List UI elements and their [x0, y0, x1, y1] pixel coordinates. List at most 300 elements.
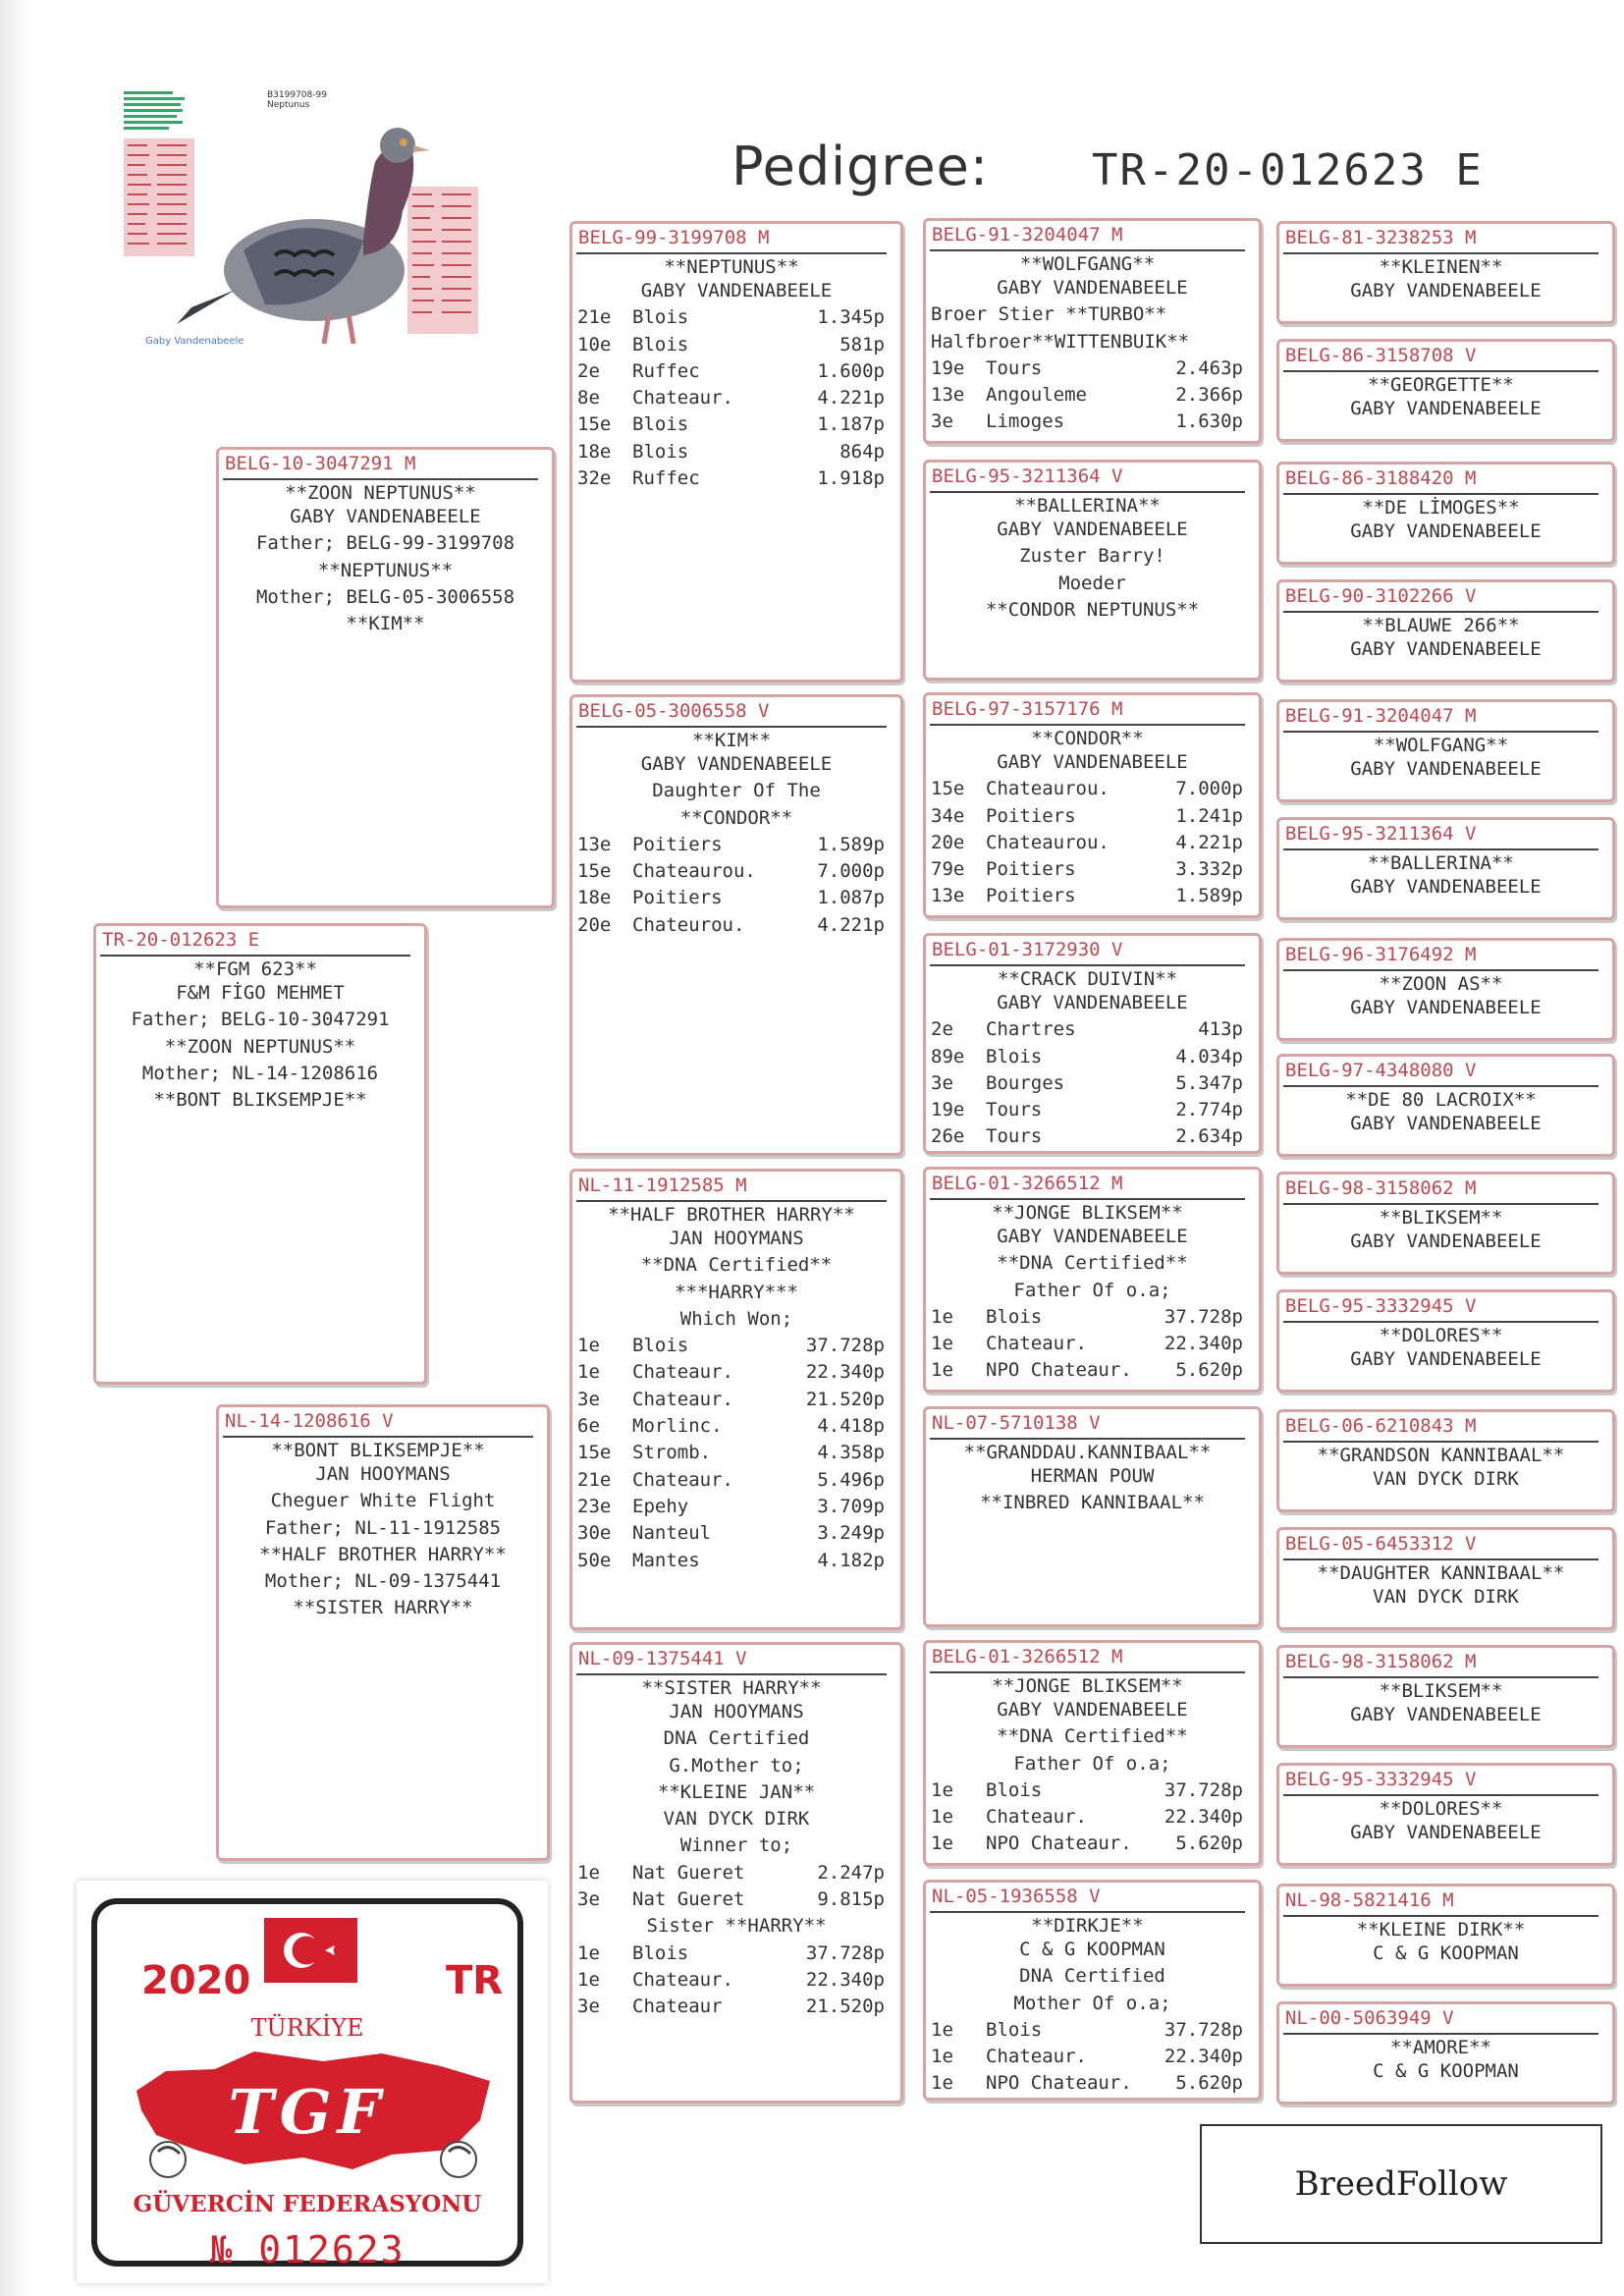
pedigree-box-gs1 [569, 221, 903, 683]
result-points: 21.520p [805, 1995, 885, 2018]
result-rank: 19e [931, 356, 965, 379]
tgf-number: № 012623 [209, 2228, 406, 2271]
result-rank: 1e [577, 1968, 600, 1991]
result-row [926, 355, 1259, 382]
result-rank: 26e [931, 1125, 965, 1148]
info-line: GABY VANDENABEELE [1350, 1822, 1542, 1843]
result-points: 1.087p [817, 887, 885, 909]
result-rank: 1e [577, 1861, 600, 1884]
result-place: Blois [632, 440, 689, 463]
result-points: 1.241p [1175, 804, 1243, 827]
result-row [572, 832, 900, 858]
pigeon-name: **DIRKJE** [930, 1911, 1245, 1937]
breedfollow-logo: BreedFollow [1200, 2124, 1602, 2244]
info-line: GABY VANDENABEELE [640, 280, 833, 301]
pigeon-name: **ZOON AS** [1283, 969, 1598, 995]
pedigree-box-g4k [1276, 1409, 1615, 1512]
result-rank: 10e [577, 333, 612, 355]
result-points: 5.347p [1175, 1071, 1243, 1094]
ring-number: NL-05-1936558 V [932, 1886, 1101, 1907]
tgf-country: TÜRKİYE [250, 2014, 364, 2042]
result-rank: 23e [577, 1495, 612, 1517]
turkish-flag-icon [264, 1918, 357, 1983]
pigeon-name: **KLEINE DIRK** [1283, 1915, 1598, 1941]
result-row [572, 385, 900, 411]
info-line: Father Of o.a; [1013, 1279, 1171, 1301]
result-points: 5.620p [1175, 1359, 1243, 1382]
photo-pigeon-name: Neptunus [267, 100, 310, 110]
result-rank: 1e [577, 1941, 600, 1964]
result-place: Angouleme [986, 384, 1087, 407]
pedigree-box-subject [93, 923, 427, 1385]
info-line: Mother; NL-14-1208616 [141, 1062, 379, 1084]
result-place: Blois [986, 1778, 1043, 1801]
result-place: Tours [986, 1099, 1043, 1121]
result-rank: 79e [931, 858, 965, 881]
pigeon-name: **BALLERINA** [930, 491, 1245, 517]
result-row [926, 1097, 1259, 1123]
pedigree-box-g4g [1276, 938, 1615, 1041]
info-line: C & G KOOPMAN [1373, 2060, 1519, 2082]
pedigree-box-g4m [1276, 1645, 1615, 1748]
pigeon-name: **DOLORES** [1283, 1321, 1598, 1346]
info-line: Zuster Barry! [1019, 545, 1165, 568]
result-place: Epehy [632, 1495, 689, 1517]
info-line: VAN DYCK DIRK [1373, 1586, 1519, 1608]
ring-number: BELG-95-3332945 V [1285, 1295, 1477, 1317]
result-place: Blois [632, 1335, 689, 1357]
result-row [572, 1413, 900, 1440]
result-place: Ruffec [632, 467, 700, 490]
result-place: Chateaur. [632, 1388, 733, 1410]
result-points: 1.187p [817, 413, 885, 436]
result-points: 5.496p [817, 1468, 885, 1491]
result-place: Chateaur. [986, 2046, 1087, 2068]
ring-number: NL-11-1912585 M [578, 1175, 747, 1196]
result-points: 2.634p [1175, 1125, 1243, 1148]
result-points: 1.918p [817, 467, 885, 490]
result-place: NPO Chateaur. [986, 2072, 1132, 2095]
result-place: Poitiers [986, 885, 1076, 907]
result-row [572, 858, 900, 885]
result-rank: 3e [931, 1071, 953, 1094]
result-points: 3.332p [1175, 858, 1243, 881]
pigeon-name: **GRANDDAU.KANNIBAAL** [930, 1438, 1245, 1463]
result-place: Nat Gueret [632, 1861, 745, 1884]
ring-number: BELG-97-4348080 V [1285, 1060, 1477, 1081]
result-place: Chartres [986, 1018, 1076, 1041]
info-line: **DNA Certified** [997, 1252, 1188, 1275]
result-points: 9.815p [817, 1888, 885, 1911]
info-line: GABY VANDENABEELE [1350, 520, 1542, 542]
result-row [572, 304, 900, 331]
info-line: G.Mother to; [669, 1754, 804, 1777]
result-points: 22.340p [1164, 2046, 1243, 2068]
result-points: 4.034p [1175, 1045, 1243, 1067]
result-place: Bourges [986, 1071, 1065, 1094]
ring-number: BELG-90-3102266 V [1285, 585, 1477, 607]
result-points: 21.520p [805, 1388, 885, 1410]
pedigree-box-g4l [1276, 1527, 1615, 1630]
result-place: Mantes [632, 1549, 700, 1571]
result-row [926, 1831, 1259, 1857]
result-row [572, 439, 900, 465]
ring-number: BELG-86-3158708 V [1285, 345, 1477, 366]
result-points: 1.600p [817, 359, 885, 382]
result-place: Ruffec [632, 359, 700, 382]
result-rank: 1e [931, 2072, 953, 2095]
result-points: 4.221p [817, 387, 885, 410]
result-row [572, 358, 900, 385]
result-rank: 18e [577, 440, 612, 463]
info-line: GABY VANDENABEELE [290, 506, 481, 527]
info-line: GABY VANDENABEELE [1350, 638, 1542, 660]
result-points: 22.340p [1164, 1333, 1243, 1355]
result-points: 37.728p [1164, 2018, 1243, 2041]
result-row [926, 1123, 1259, 1150]
info-line: GABY VANDENABEELE [1350, 1348, 1542, 1370]
pedigree-box-g3a [923, 218, 1262, 444]
pigeon-name: **KLEINEN** [1283, 252, 1598, 278]
result-rank: 89e [931, 1045, 965, 1067]
tgf-card-frame [91, 1898, 523, 2271]
result-place: Chateaur. [986, 1333, 1087, 1355]
ring-number: BELG-06-6210843 M [1285, 1415, 1477, 1437]
info-line: GABY VANDENABEELE [997, 1226, 1188, 1247]
result-rank: 2e [931, 1018, 953, 1041]
pigeon-name: **CRACK DUIVIN** [930, 964, 1245, 990]
ring-number: NL-09-1375441 V [578, 1648, 747, 1669]
ring-number: NL-14-1208616 V [225, 1410, 394, 1432]
result-place: Chateaur. [632, 1468, 733, 1491]
tgf-name: TGF [228, 2076, 387, 2148]
info-line: JAN HOOYMANS [669, 1228, 804, 1249]
info-line: **HALF BROTHER HARRY** [259, 1543, 507, 1565]
result-rank: 1e [931, 2018, 953, 2041]
result-rank: 1e [931, 2046, 953, 2068]
info-line: GABY VANDENABEELE [1350, 1230, 1542, 1252]
result-row [926, 1304, 1259, 1331]
result-place: Morlinc. [632, 1415, 723, 1438]
result-rank: 1e [931, 1359, 953, 1382]
result-rank: 50e [577, 1549, 612, 1571]
result-row [572, 912, 900, 939]
result-place: Blois [986, 1305, 1043, 1328]
ring-number: BELG-91-3204047 M [1285, 705, 1477, 727]
pigeon-name: **DOLORES** [1283, 1794, 1598, 1820]
result-points: 4.182p [817, 1549, 885, 1571]
result-row [926, 1777, 1259, 1804]
result-rank: 32e [577, 467, 612, 490]
result-place: Chateaur. [632, 1361, 733, 1384]
info-line: VAN DYCK DIRK [663, 1808, 810, 1831]
pedigree-box-g3h [923, 1880, 1262, 2101]
photo-ring-number: B3199708-99 [267, 90, 327, 100]
pigeon-name: **JONGE BLIKSEM** [930, 1671, 1245, 1697]
info-line: Mother; BELG-05-3006558 [255, 585, 515, 608]
ring-number: NL-07-5710138 V [932, 1412, 1101, 1434]
result-place: NPO Chateaur. [986, 1832, 1132, 1855]
ring-number: BELG-86-3188420 M [1285, 467, 1477, 489]
result-place: Nat Gueret [632, 1888, 745, 1911]
pedigree-box-sire [216, 447, 555, 908]
result-rank: 13e [577, 833, 612, 855]
result-place: Blois [986, 2018, 1043, 2041]
pedigree-box-g4c [1276, 462, 1615, 565]
info-line: **CONDOR NEPTUNUS** [985, 598, 1200, 621]
result-rank: 2e [577, 359, 600, 382]
result-points: 581p [839, 333, 885, 355]
info-line: **DNA Certified** [997, 1725, 1188, 1748]
result-place: Chateaurou. [986, 778, 1110, 800]
result-rank: 15e [931, 778, 965, 800]
ring-number: BELG-05-6453312 V [1285, 1533, 1477, 1555]
pedigree-box-g3e [923, 1167, 1262, 1393]
result-points: 864p [839, 440, 885, 463]
result-rank: 1e [931, 1305, 953, 1328]
info-line: Mother; NL-09-1375441 [264, 1570, 502, 1593]
info-line: Sister **HARRY** [646, 1915, 827, 1938]
result-points: 4.221p [1175, 831, 1243, 853]
pigeon-name: **AMORE** [1283, 2033, 1598, 2058]
info-line: **KLEINE JAN** [657, 1780, 816, 1803]
result-row [572, 1387, 900, 1413]
pedigree-box-g3d [923, 933, 1262, 1154]
result-points: 5.620p [1175, 1832, 1243, 1855]
pedigree-box-g4o [1276, 1884, 1615, 1987]
ring-number: NL-00-5063949 V [1285, 2007, 1454, 2029]
info-line: **BONT BLIKSEMPJE** [153, 1089, 367, 1112]
result-row [572, 1941, 900, 1967]
result-rank: 21e [577, 1468, 612, 1491]
result-rank: 15e [577, 1442, 612, 1464]
info-line: JAN HOOYMANS [315, 1463, 451, 1485]
result-row [926, 2044, 1259, 2070]
result-place: Blois [632, 333, 689, 355]
pedigree-box-gd1 [569, 694, 903, 1156]
result-rank: 6e [577, 1415, 600, 1438]
result-points: 1.345p [817, 306, 885, 329]
photo-ring [267, 90, 327, 110]
info-line: Which Won; [679, 1307, 793, 1330]
ring-number: BELG-95-3211364 V [932, 465, 1123, 487]
pedigree-box-g3b [923, 460, 1262, 681]
result-rank: 1e [931, 1778, 953, 1801]
result-place: Tours [986, 356, 1043, 379]
pedigree-box-g3c [923, 692, 1262, 918]
result-row [572, 1967, 900, 1994]
result-place: Stromb. [632, 1442, 712, 1464]
pigeon-name: **FGM 623** [100, 955, 410, 980]
result-points: 37.728p [805, 1941, 885, 1964]
result-place: Blois [632, 306, 689, 329]
result-row [926, 2017, 1259, 2044]
result-row [572, 465, 900, 492]
result-rank: 34e [931, 804, 965, 827]
info-line: Winner to; [679, 1834, 793, 1857]
result-row [926, 1804, 1259, 1831]
info-line: Father; BELG-10-3047291 [131, 1009, 390, 1031]
result-points: 4.418p [817, 1415, 885, 1438]
result-points: 3.249p [817, 1522, 885, 1545]
info-line: GABY VANDENABEELE [1350, 1704, 1542, 1725]
result-row [926, 1044, 1259, 1070]
result-row [926, 1331, 1259, 1357]
page-ring-number: TR-20-012623 E [1092, 145, 1484, 195]
info-line: GABY VANDENABEELE [997, 992, 1188, 1013]
info-line: Father; BELG-99-3199708 [255, 532, 515, 555]
ring-number: NL-98-5821416 M [1285, 1889, 1454, 1911]
result-points: 22.340p [805, 1968, 885, 1991]
pigeon-name: **BLIKSEM** [1283, 1203, 1598, 1229]
pigeon-name: **HALF BROTHER HARRY** [576, 1200, 887, 1226]
info-line: Daughter Of The [652, 780, 821, 802]
pigeon-name: **KIM** [576, 726, 887, 751]
result-rank: 1e [931, 1333, 953, 1355]
result-rank: 3e [931, 410, 953, 433]
info-line: GABY VANDENABEELE [1350, 398, 1542, 419]
pigeon-photo [118, 83, 550, 358]
result-rank: 3e [577, 1888, 600, 1911]
result-row [572, 1494, 900, 1520]
result-rank: 18e [577, 887, 612, 909]
ring-number: BELG-97-3157176 M [932, 698, 1123, 720]
result-place: Chateaur. [632, 1968, 733, 1991]
info-line: Father; NL-11-1912585 [264, 1516, 502, 1539]
info-line: **SISTER HARRY** [293, 1597, 473, 1619]
result-points: 1.589p [1175, 885, 1243, 907]
result-points: 413p [1198, 1018, 1243, 1041]
result-place: Chateaur. [632, 387, 733, 410]
page-edge [0, 0, 29, 2296]
pigeon-icon [118, 83, 550, 358]
pedigree-box-g4p [1276, 2001, 1615, 2105]
result-place: Chateaurou. [986, 831, 1110, 853]
info-line: Moeder [1058, 572, 1126, 594]
info-line: DNA Certified [1019, 1965, 1165, 1988]
result-rank: 20e [931, 831, 965, 853]
pedigree-box-g4i [1276, 1172, 1615, 1275]
result-place: Chateaurou. [632, 860, 756, 883]
result-place: Poitiers [986, 804, 1076, 827]
info-line: GABY VANDENABEELE [997, 277, 1188, 299]
info-line: Mother Of o.a; [1013, 1992, 1171, 2014]
result-place: Tours [986, 1125, 1043, 1148]
result-rank: 1e [577, 1361, 600, 1384]
pedigree-box-g4b [1276, 339, 1615, 442]
info-line: HERMAN POUW [1030, 1465, 1155, 1487]
ring-number: BELG-01-3172930 V [932, 939, 1123, 960]
result-points: 37.728p [1164, 1778, 1243, 1801]
result-points: 2.774p [1175, 1099, 1243, 1121]
result-place: Poitiers [632, 887, 723, 909]
result-row [572, 1520, 900, 1547]
info-line: C & G KOOPMAN [1373, 1942, 1519, 1964]
result-rank: 15e [577, 860, 612, 883]
info-line: Father Of o.a; [1013, 1752, 1171, 1775]
result-place: Chateurou. [632, 913, 745, 936]
result-points: 2.463p [1175, 356, 1243, 379]
result-rank: 1e [577, 1335, 600, 1357]
pigeon-name: **SISTER HARRY** [576, 1673, 887, 1699]
result-rank: 20e [577, 913, 612, 936]
pigeon-name: **BLIKSEM** [1283, 1676, 1598, 1702]
result-row [572, 1548, 900, 1574]
info-line: GABY VANDENABEELE [1350, 997, 1542, 1018]
result-row [926, 2070, 1259, 2097]
info-line: F&M FİGO MEHMET [176, 982, 345, 1004]
result-row [926, 776, 1259, 802]
result-place: Blois [632, 1941, 689, 1964]
pigeon-name: **DE LİMOGES** [1283, 493, 1598, 519]
page-title: Pedigree: [731, 136, 990, 197]
result-place: Chateaur. [986, 1806, 1087, 1829]
result-place: Poitiers [986, 858, 1076, 881]
ring-number: TR-20-012623 E [102, 929, 260, 951]
result-row [572, 1359, 900, 1386]
pedigree-box-g3f [923, 1406, 1262, 1627]
result-points: 3.709p [817, 1495, 885, 1517]
tgf-federation: GÜVERCİN FEDERASYONU [133, 2191, 482, 2217]
result-rank: 1e [931, 1832, 953, 1855]
pedigree-box-g3g [923, 1640, 1262, 1866]
pigeon-name: **CONDOR** [930, 724, 1245, 749]
info-line: Broer Stier **TURBO** [931, 303, 1167, 326]
info-line: GABY VANDENABEELE [1350, 876, 1542, 898]
result-place: Poitiers [632, 833, 723, 855]
pedigree-box-g4j [1276, 1289, 1615, 1393]
tgf-ring-card [77, 1881, 548, 2283]
pigeon-name: **BLAUWE 266** [1283, 611, 1598, 636]
result-points: 1.589p [817, 833, 885, 855]
result-points: 4.358p [817, 1442, 885, 1464]
result-row [926, 830, 1259, 856]
ring-number: BELG-81-3238253 M [1285, 227, 1477, 248]
result-row [926, 856, 1259, 883]
pigeon-name: **DAUGHTER KANNIBAAL** [1283, 1558, 1598, 1584]
ring-number: BELG-05-3006558 V [578, 700, 770, 722]
result-place: Blois [632, 413, 689, 436]
result-row [926, 883, 1259, 909]
result-rank: 15e [577, 413, 612, 436]
info-line: GABY VANDENABEELE [997, 751, 1188, 773]
info-line: C & G KOOPMAN [1019, 1939, 1165, 1960]
result-row [926, 1070, 1259, 1097]
info-line: GABY VANDENABEELE [997, 1699, 1188, 1721]
pigeon-name: **JONGE BLIKSEM** [930, 1198, 1245, 1224]
result-row [572, 332, 900, 358]
result-points: 2.247p [817, 1861, 885, 1884]
result-rank: 30e [577, 1522, 612, 1545]
pedigree-box-gd2 [569, 1642, 903, 2104]
pigeon-name: **NEPTUNUS** [576, 252, 887, 278]
info-line: Cheguer White Flight [270, 1490, 496, 1512]
result-place: NPO Chateaur. [986, 1359, 1132, 1382]
result-points: 5.620p [1175, 2072, 1243, 2095]
info-line: GABY VANDENABEELE [1350, 1113, 1542, 1134]
ring-number: BELG-99-3199708 M [578, 227, 770, 248]
ring-number: BELG-95-3211364 V [1285, 823, 1477, 845]
result-row [572, 1333, 900, 1359]
pedigree-box-g4h [1276, 1054, 1615, 1157]
info-line: GABY VANDENABEELE [640, 753, 833, 775]
pedigree-box-g4n [1276, 1763, 1615, 1866]
result-points: 37.728p [805, 1335, 885, 1357]
result-place: Limoges [986, 410, 1065, 433]
pigeon-name: **GRANDSON KANNIBAAL** [1283, 1441, 1598, 1466]
ring-number: BELG-98-3158062 M [1285, 1651, 1477, 1672]
pedigree-box-g4a [1276, 221, 1615, 324]
